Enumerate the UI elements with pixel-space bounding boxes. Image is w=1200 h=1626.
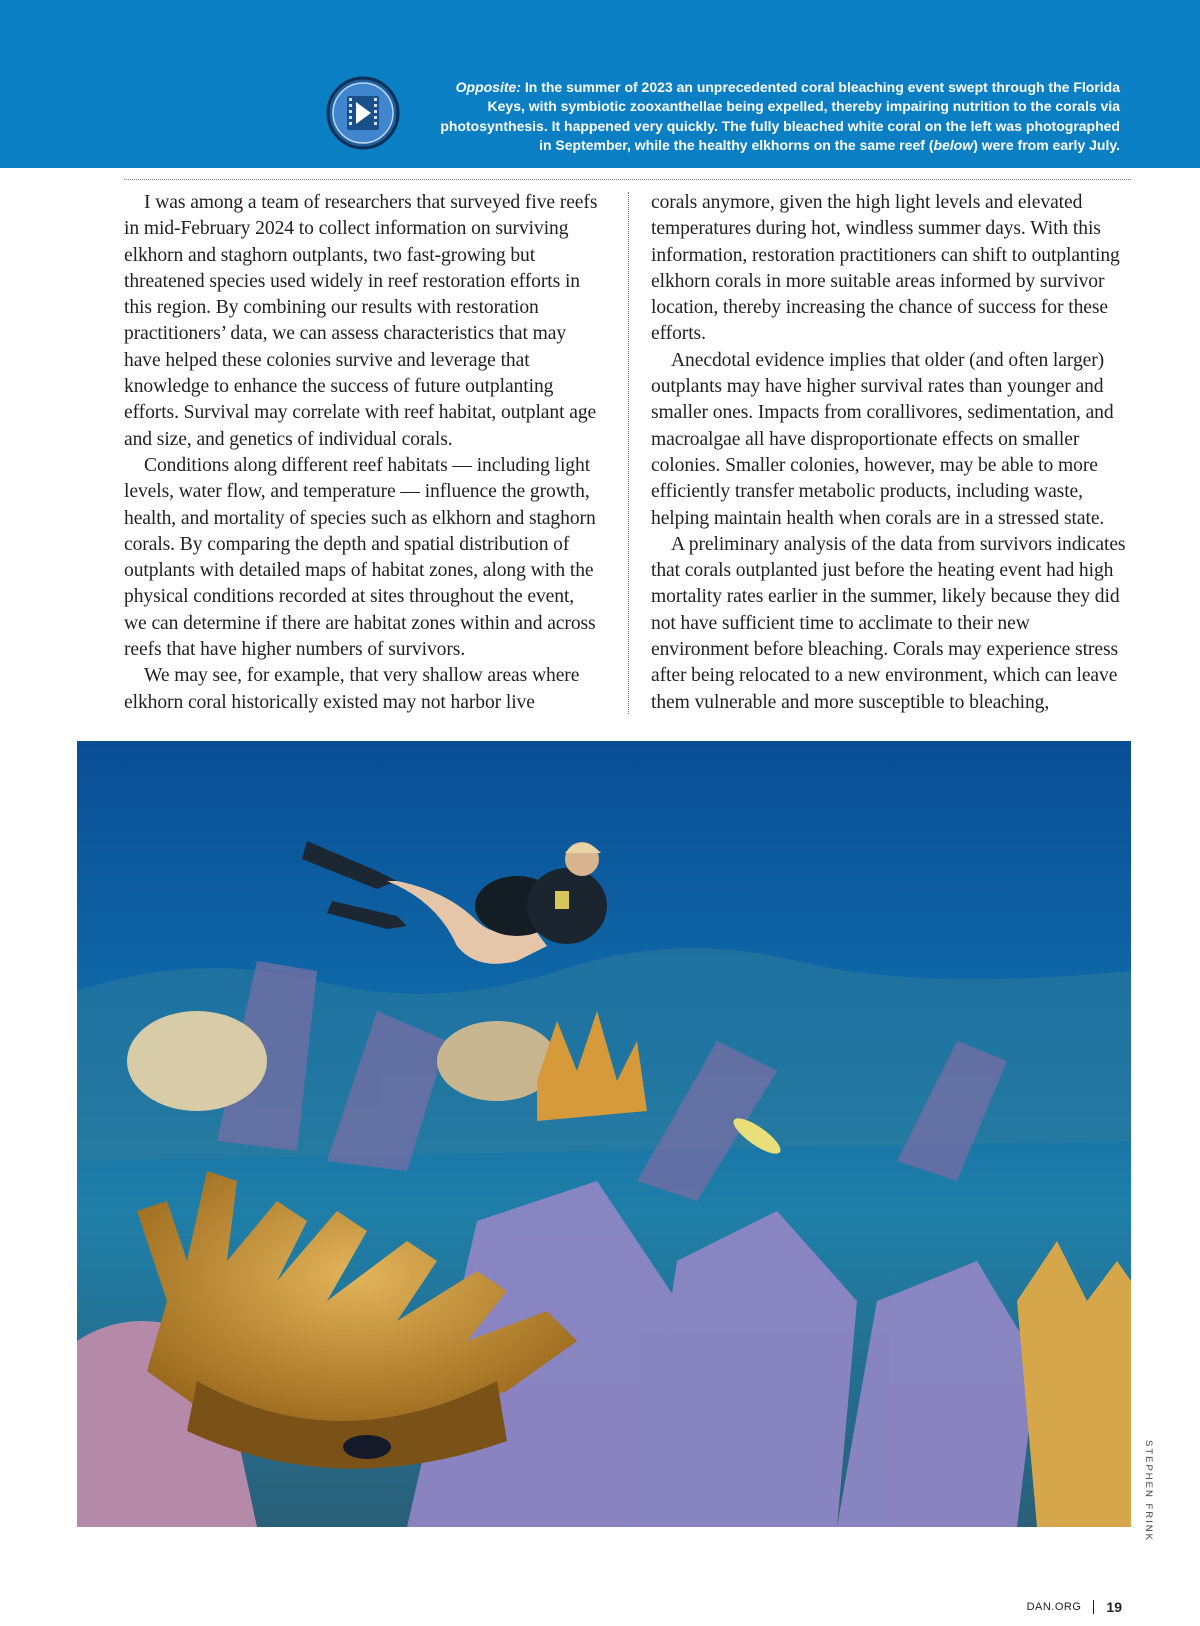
photo-credit: STEPHEN FRINK — [1143, 1440, 1154, 1543]
paragraph: We may see, for example, that very shallow areas where elkhorn coral historically existed may not harbor live — [124, 665, 580, 713]
caption-banner — [0, 0, 1200, 168]
footer-site[interactable]: DAN.ORG — [1026, 1601, 1082, 1613]
paragraph: corals anymore, given the high light levels and elevated temperatures during hot, windless summer days. With this information, restoration practitioners can shift to outplanting elkhorn corals in more suitable areas informed by survivor location, thereby increasing the chance of success for these efforts. — [651, 192, 1120, 345]
paragraph: A preliminary analysis of the data from survivors indicates that corals outplanted just before the heating event had high mortality rates earlier in the summer, likely because they did not have sufficient time to acclimate to their new environment before bleaching. Corals may experience stress after being relocated to a new environment, which can leave them vulnerable and more susceptible to bleaching, — [651, 533, 1126, 713]
article-column-left — [124, 190, 599, 716]
paragraph: I was among a team of researchers that surveyed five reefs in mid-February 2024 to collect information on surviving elkhorn and staghorn outplants, two fast-growing but threatened species used widely in reef restoration efforts in this region. By combining our results with restoration practitioners’ data, we can assess characteristics that may have helped these colonies survive and leverage that knowledge to enhance the success of future outplanting efforts. Survival may correlate with reef habitat, outplant age and size, and genetics of individual corals. — [124, 192, 598, 450]
caption-line: in September, while the healthy elkhorns on the same reef ( — [539, 136, 934, 153]
caption-line: In the summer of 2023 an unprecedented coral bleaching event swept through the Florida — [520, 79, 1120, 95]
paragraph: Anecdotal evidence implies that older (and often larger) outplants may have higher survival rates than younger and smaller ones. Impacts from corallivores, sedimentation, and macroalgae all have disproportionate effects on smaller colonies. Smaller colonies, however, may be able to more efficiently transfer metabolic products, including waste, helping maintain health when corals are in a stressed state. — [651, 349, 1114, 529]
caption-emphasis: below — [933, 136, 974, 153]
caption-lead: Opposite: — [455, 79, 521, 95]
page-footer — [1027, 1599, 1122, 1615]
photo-caption — [420, 78, 1120, 155]
caption-line: Keys, with symbiotic zooxanthellae being expelled, thereby impairing nutrition to the corals via — [487, 98, 1120, 115]
reef-diver-photo — [77, 741, 1131, 1527]
page-number: 19 — [1106, 1599, 1122, 1615]
column-divider — [628, 192, 629, 714]
caption-line: ) were from early July. — [973, 136, 1120, 153]
footer-separator — [1093, 1600, 1094, 1614]
play-video-icon — [326, 76, 400, 150]
dotted-rule — [124, 179, 1131, 180]
article-column-right — [651, 190, 1126, 716]
caption-line: photosynthesis. It happened very quickly. The fully bleached white coral on the left was photographed — [440, 117, 1120, 134]
video-play-button[interactable] — [326, 76, 400, 150]
paragraph: Conditions along different reef habitats — including light levels, water flow, and temperature — influence the growth, health, and mortality of species such as elkhorn and staghorn corals. By comparing the depth and spatial distribution of outplants with detailed maps of habitat zones, along with the physical conditions recorded at sites throughout the event, we can determine if there are habitat zones within and across reefs that have higher numbers of survivors. — [124, 454, 596, 661]
